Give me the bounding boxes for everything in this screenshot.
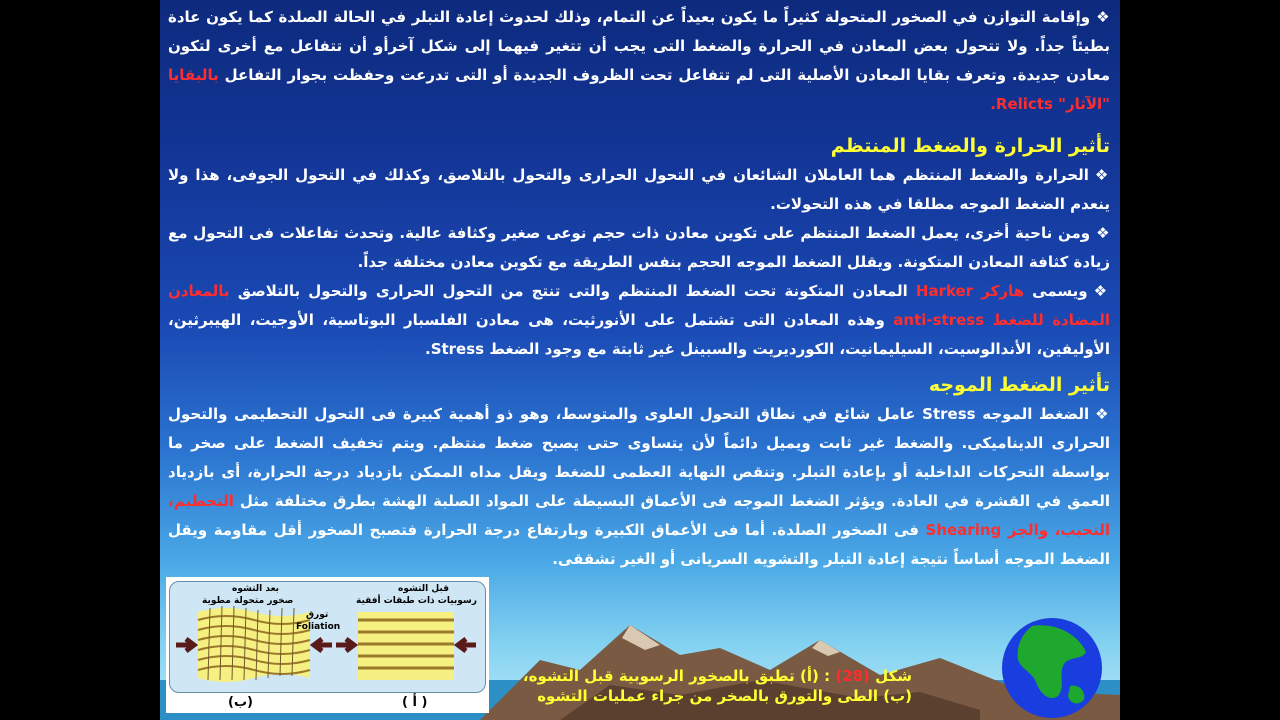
- bullet-icon: ❖: [1096, 8, 1110, 26]
- paragraph-relicts: [168, 0, 1110, 119]
- paragraph-stress: [168, 400, 1110, 574]
- bullet-icon: ❖: [1095, 405, 1110, 423]
- label-horizontal-layers: رسوبيات ذات طبقات أفقية: [356, 596, 477, 606]
- figure-part-b-label: (ب): [228, 695, 253, 710]
- anti-stress-term: بالمعادن المضادة للضغط anti-stress: [168, 282, 1110, 329]
- label-foliation-ar: تورق: [306, 610, 329, 620]
- bullet-icon: ❖: [1094, 166, 1110, 184]
- horizontal-layers-block: [358, 612, 454, 680]
- heading-directed-pressure: تأثير الضغط الموجه: [928, 374, 1110, 396]
- arrow-icon: [314, 639, 332, 651]
- earth-globe-icon: [1000, 616, 1104, 720]
- label-before-deformation: قبل التشوه: [398, 584, 449, 594]
- caption-line-1-text: : (أ) تطبق بالصخور الرسوبية قبل التشوه،: [522, 667, 836, 685]
- arrow-icon: [176, 639, 194, 651]
- caption-figure-number: (28): [835, 667, 870, 685]
- paragraph-stress-post: فى الصخور الصلدة. أما فى الأعماق الكبيرة وبارتفاع درجة الحرارة فتصبح الصخور أقل مقاومة ويقل الضغط الموجه أساساً نتيجة إعادة التبلر والتشويه السريانى أو الغير تشققى.: [168, 521, 1110, 568]
- paragraph-anti-stress-pre: ويسمى: [1024, 282, 1088, 300]
- figure-caption: [500, 666, 912, 706]
- folded-rock-block: [198, 606, 310, 682]
- paragraph-anti-stress-mid: المعادن المتكونة تحت الضغط المنتظم والتى تنتج من التحول الحرارى والتحول بالتلاصق: [229, 282, 916, 300]
- label-foliation-en: Foliation: [296, 622, 341, 632]
- paragraph-anti-stress-post: وهذه المعادن التى تشتمل على الأنورثيت، هى معادن الفلسبار البوتاسية، الأوجيت، الهيبرثين، الأوليفين، الأندالوسيت، السيليمانيت، الكورديريت والسبينل غير ثابتة مع وجود الضغط Stress.: [168, 311, 1110, 358]
- caption-prefix: شكل: [869, 667, 912, 685]
- heading-heat-uniform-pressure: تأثير الحرارة والضغط المنتظم: [830, 135, 1110, 157]
- slide-text-body: [168, 0, 1110, 574]
- paragraph-uniform-pressure-text: ومن ناحية أخرى، يعمل الضغط المنتظم على تكوين معادن ذات حجم نوعى صغير وكثافة عالية. وتحدث تفاعلات فى التحول مع زيادة كثافة المعادن المتكونة. ويقلل الضغط الموجه الحجم بنفس الطريقة مع تكوين معادن مختلفة جداً.: [168, 224, 1110, 271]
- deformation-diagram: [169, 581, 486, 693]
- paragraph-relicts-text: وإقامة التوازن في الصخور المتحولة كثيراً ما يكون بعيداً عن التمام، وذلك لحدوث إعادة التبلر في الحالة الصلدة كما يكون عادة بطيئاً جداً. ولا تتحول بعض المعادن في الحرارة والضغط التى يجب أن تتغير فيهما إلى شكل آخرأو أن تتفاعل مع أخرى لتكون معادن جديدة. وتعرف بقايا المعادن الأصلية التى لم تتفاعل تحت الظروف الجديدة أو التى تدرعت وحفظت بجوار التفاعل: [168, 8, 1110, 84]
- label-after-deformation: بعد التشوه: [232, 584, 280, 594]
- paragraph-uniform-pressure: [168, 219, 1110, 277]
- relicts-term: بالبقايا "الآثار" Relicts.: [168, 66, 1110, 113]
- paragraph-anti-stress: [168, 277, 1110, 364]
- paragraph-stress-pre: الضغط الموجه Stress عامل شائع في نطاق التحول العلوى والمتوسط، وهو ذو أهمية كبيرة فى التحول التحطيمى والتحول الحرارى الديناميكى. والضغط غير ثابت ويميل دائماً لأن يتساوى حتى يصبح ضغط منتظم. ويتم تخفيف الضغط على صخر ما بواسطة التحركات الداخلية أو بإعادة التبلر. وتنقص النهاية العظمى للضغط ويقل مداه الممكن بازدياد درجة الحرارة، أى بازدياد العمق في القشرة في العادة. ويؤثر الضغط الموجه فى الأعماق البسيطة على المواد الصلبة الهشة بطرق مختلفة مثل: [168, 405, 1110, 510]
- shearing-term: التحطيم، التحبب، والجز Shearing: [168, 492, 1110, 539]
- arrow-icon: [336, 639, 354, 651]
- bullet-icon: ❖: [1093, 282, 1110, 300]
- arrow-icon: [458, 639, 476, 651]
- caption-line-1: [500, 666, 912, 686]
- figure-part-a-label: ( أ ): [402, 695, 428, 710]
- harker-term: هاركر Harker: [915, 282, 1024, 300]
- slide: [160, 0, 1120, 720]
- paragraph-heat-pressure: [168, 161, 1110, 219]
- deformation-figure: [166, 577, 489, 713]
- paragraph-heat-pressure-text: الحرارة والضغط المنتظم هما العاملان الشائعان في التحول الحرارى والتحول بالتلاصق، وكذلك في التحول الجوفى، هذا ولا ينعدم الضغط الموجه مطلقا في هذه التحولات.: [168, 166, 1110, 213]
- bullet-icon: ❖: [1096, 224, 1110, 242]
- label-folded-rocks: صخور متحولة مطوية: [202, 596, 294, 606]
- caption-line-2: (ب) الطى والتورق بالصخر من جراء عمليات التشوه: [537, 687, 912, 705]
